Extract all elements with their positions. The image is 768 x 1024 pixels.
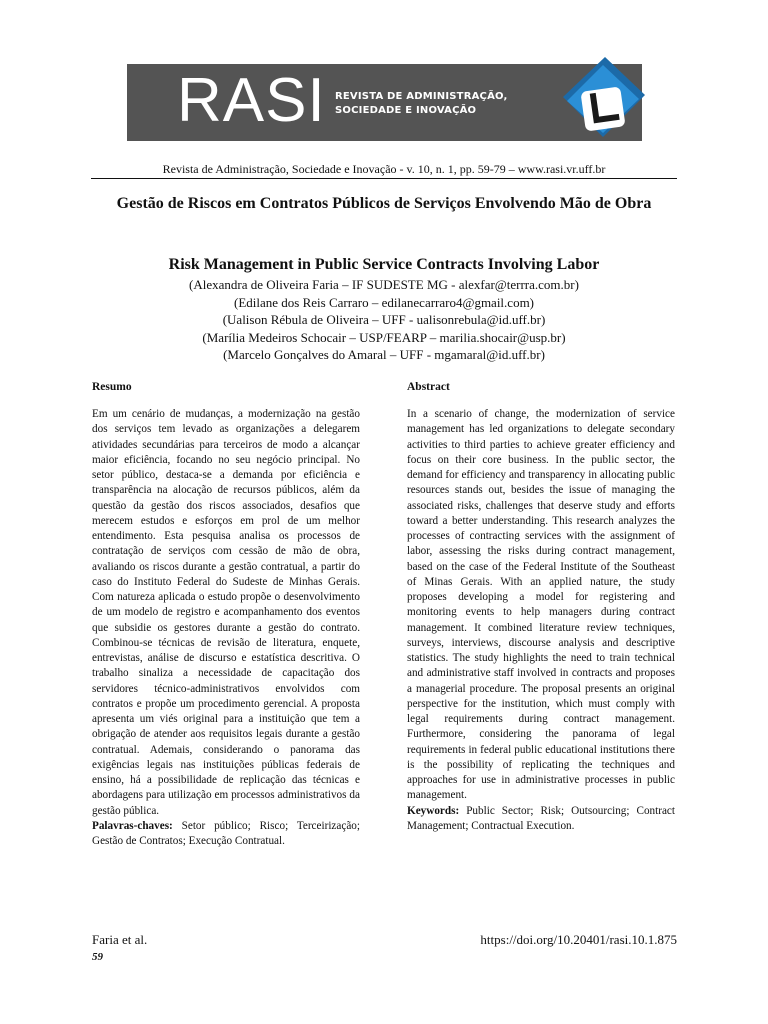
- journal-subtitle: [335, 90, 508, 118]
- resumo-body: Em um cenário de mudanças, a modernização na gestão dos serviços tem levado as organizações a delegarem atividades secundárias para terceiros de modo a alcançar maior eficiência, focando no seu negócio principal. No setor público, destaca-se a demanda por eficiência e transparência na alocação de recursos públicos, além da questão da gestão dos riscos associados, desafios que merecem estudos e esforços em prol de um melhor entendimento. Esta pesquisa analisa os processos de contratação de serviços com cessão de mão de obra, avaliando os riscos durante a gestão contratual, a partir do caso do Instituto Federal do Sudeste de Minhas Gerais. Com natureza aplicada o estudo propõe o desenvolvimento de um modelo de registro e acompanhamento dos eventos que subsidie os gestores durante a gestão do contrato. Combinou-se técnicas de revisão de literatura, enquete, entrevistas, análise de discurso e estatística descritiva. O trabalho sinaliza a necessidade de capacitação dos servidores técnico-administrativos envolvidos com contratos e propõe um procedimento gerencial. A proposta apresenta um viés original para a instituição que tem a obrigação de atender aos requisitos legais durante a gestão contratual. Ademais, considerando o panorama das exigências legais nas instituições públicas federais de ensino, há a possibilidade de replicação das técnicas e abordagens para utilização em processos administrativos da gestão pública.: [92, 408, 360, 817]
- rasi-logo-icon: [553, 49, 653, 154]
- title-portuguese: Gestão de Riscos em Contratos Públicos de Serviços Envolvendo Mão de Obra: [116, 195, 652, 212]
- author-line: (Marília Medeiros Schocair – USP/FEARP – marilia.shocair@usp.br): [202, 329, 566, 345]
- author-line: (Edilane dos Reis Carraro – edilanecarraro4@gmail.com): [233, 294, 535, 310]
- resumo-keywords: [92, 819, 360, 850]
- author-line: (Alexandra de Oliveira Faria – IF SUDESTE MG - alexfar@terrra.com.br): [189, 277, 579, 292]
- title-english: Risk Management in Public Service Contracts Involving Labor: [168, 256, 600, 273]
- journal-subtitle-line2: SOCIEDADE E INOVAÇÃO: [335, 105, 477, 116]
- journal-wordmark: RASI: [177, 66, 326, 135]
- journal-citation: Revista de Administração, Sociedade e Inovação - v. 10, n. 1, pp. 59-79 – www.rasi.vr.uff.br: [162, 162, 606, 176]
- author-list: [91, 276, 677, 364]
- resumo-section: [92, 380, 360, 849]
- author-line: (Marcelo Gonçalves do Amaral – UFF - mgamaral@id.uff.br): [223, 347, 545, 363]
- abstract-section: [407, 380, 675, 834]
- doi-link[interactable]: https://doi.org/10.20401/rasi.10.1.875: [480, 932, 677, 947]
- author-line: (Ualison Rébula de Oliveira – UFF - ualisonrebula@id.uff.br): [222, 312, 546, 328]
- abstract-body: In a scenario of change, the modernization of service management has led organizations to delegate secondary activities to third parties to achieve greater efficiency and focus on their core business. In the public sector, the demand for efficiency and transparency in allocating public resources stands out, besides the issue of managing the associated risks, challenges that deserve study and efforts toward a better understanding. This research analyzes the processes of contracting services with the assignment of labor, assessing the risks during contract management, based on the case of the Federal Institute of the Southeast of Minas Gerais. With an applied nature, the study proposes developing a model for registering and monitoring events to help managers during contract management. It combined literature review techniques, surveys, interviews, discourse analysis and descriptive statistics. The study highlights the need to train technical and administrative staff involved in contracts and proposes a managerial procedure. The proposal presents an original perspective for the institution, which must comply with legal requirements during contract management. Furthermore, considering the panorama of legal requirements in federal public educational institutions there is the possibility of replicating the techniques and approaches for use in administrative processes in public management.: [407, 408, 675, 802]
- abstract-heading: Abstract: [407, 381, 450, 393]
- footer-authors: Faria et al.: [92, 932, 148, 947]
- keywords-text: Setor público; Risco; Terceirização; Gestão de Contratos; Execução Contratual.: [92, 819, 360, 847]
- resumo-heading: Resumo: [92, 381, 132, 393]
- header-divider: [91, 178, 677, 179]
- keywords-label: Keywords:: [407, 804, 460, 817]
- keywords-text: Public Sector; Risk; Outsourcing; Contract Management; Contractual Execution.: [407, 804, 675, 832]
- journal-subtitle-line1: REVISTA DE ADMINISTRAÇÃO,: [335, 91, 508, 102]
- page-number: 59: [92, 951, 103, 963]
- keywords-label: Palavras-chaves:: [92, 819, 173, 832]
- journal-banner: [127, 64, 642, 141]
- abstract-keywords: [407, 804, 675, 835]
